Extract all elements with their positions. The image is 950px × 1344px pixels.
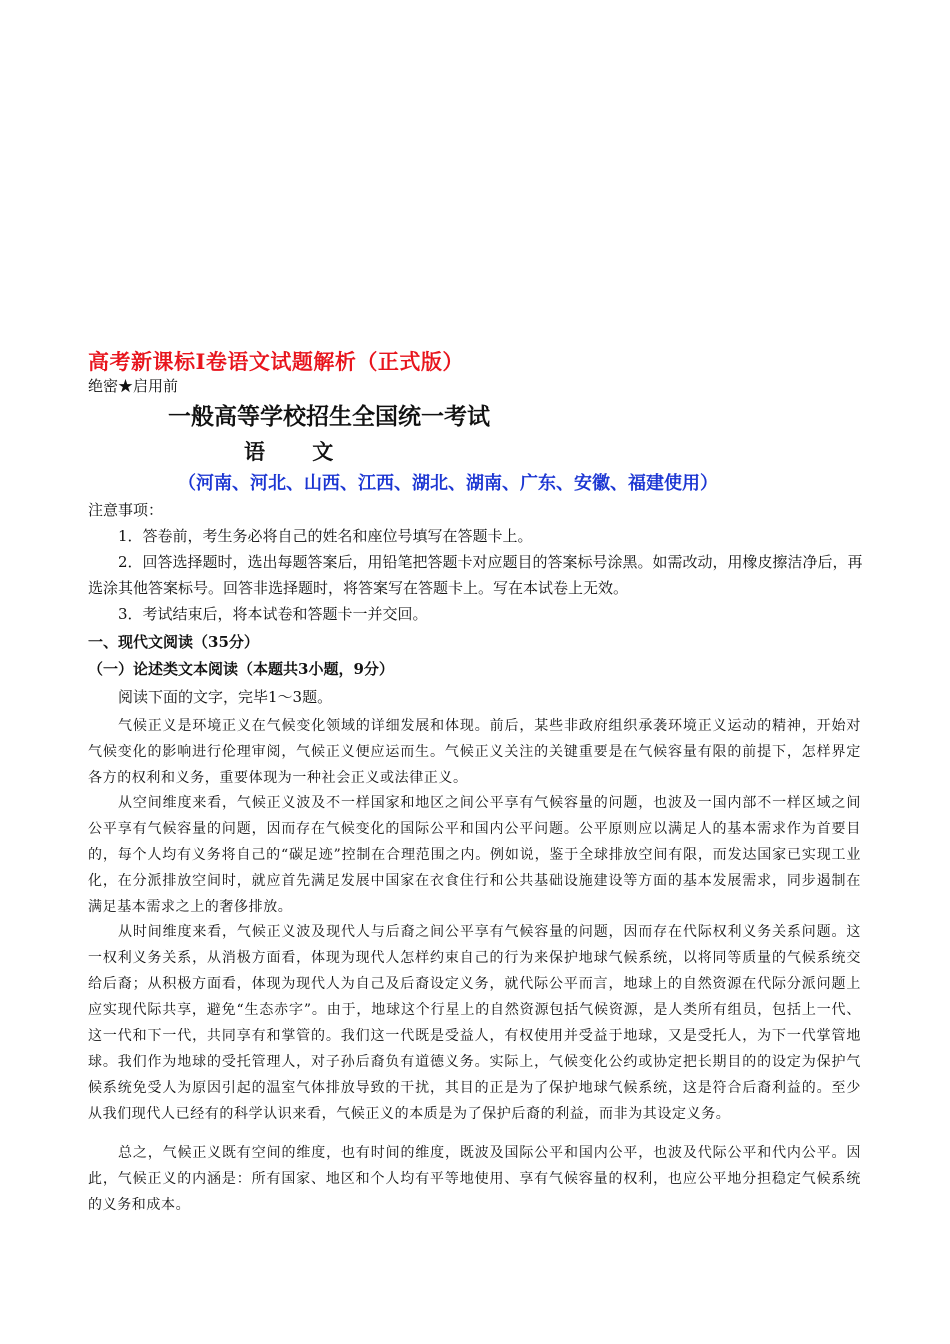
note-item: 1．答卷前，考生务必将自己的姓名和座位号填写在答题卡上。 — [118, 527, 533, 545]
secret-label: 绝密★启用前 — [88, 377, 179, 395]
provinces-note: （河南、河北、山西、江西、湖北、湖南、广东、安徽、福建使用） — [178, 473, 718, 494]
section-heading: 一、现代文阅读（35分） — [88, 633, 259, 651]
passage-paragraph: 总之，气候正义既有空间的维度，也有时间的维度，既波及国际公平和国内公平，也波及代际公平和代内公平。因此，气候正义的内涵是：所有国家、地区和个人均有平等地使用、享有气候容量的权利，也应公平地分担稳定气候系统的义务和成本。 — [88, 1145, 861, 1213]
document-title: 高考新课标I卷语文试题解析（正式版） — [88, 349, 464, 374]
notes-heading: 注意事项： — [88, 501, 164, 519]
subject-title: 语 文 — [244, 439, 354, 464]
reading-instruction: 阅读下面的文字，完毕1～3题。 — [118, 688, 333, 706]
note-item: 3．考试结束后，将本试卷和答题卡一并交回。 — [118, 605, 428, 623]
note-item: 2．回答选择题时，选出每题答案后，用铅笔把答题卡对应题目的答案标号涂黑。如需改动，用橡皮擦洁净后，再选涂其他答案标号。回答非选择题时，将答案写在答题卡上。写在本试卷上无效。 — [88, 553, 863, 597]
subsection-heading: （一）论述类文本阅读（本题共3小题，9分） — [88, 660, 394, 678]
exam-title: 一般高等学校招生全国统一考试 — [168, 403, 490, 430]
passage-paragraph: 从空间维度来看，气候正义波及不一样国家和地区之间公平享有气候容量的问题，也波及一国内部不一样区域之间公平享有气候容量的问题，因而存在气候变化的国际公平和国内公平问题。公平原则应以满足人的基本需求作为首要目的，每个人均有义务将自己的“碳足迹”控制在合理范围之内。例如说，鉴于全球排放空间有限，而发达国家已实现工业化，在分派排放空间时，就应首先满足发展中国家在衣食住行和公共基础设施建设等方面的基本发展需求，同步遏制在满足基本需求之上的奢侈排放。 — [88, 795, 861, 915]
passage-paragraph: 从时间维度来看，气候正义波及现代人与后裔之间公平享有气候容量的问题，因而存在代际权利义务关系问题。这一权利义务关系，从消极方面看，体现为现代人怎样约束自己的行为来保护地球气候系统，以将同等质量的气候系统交给后裔；从积极方面看，体现为现代人为自己及后裔设定义务，就代际公平而言，地球上的自然资源在代际分派问题上应实现代际共享，避免“生态赤字”。由于，地球这个行星上的自然资源包括气候资源，是人类所有组员，包括上一代、这一代和下一代，共同享有和掌管的。我们这一代既是受益人，有权使用并受益于地球，又是受托人，为下一代掌管地球。我们作为地球的受托管理人，对子孙后裔负有道德义务。实际上，气候变化公约或协定把长期目的的设定为保护气候系统免受人为原因引起的温室气体排放导致的干扰，其目的正是为了保护地球气候系统，这是符合后裔利益的。至少从我们现代人已经有的科学认识来看，气候正义的本质是为了保护后裔的利益，而非为其设定义务。 — [88, 924, 861, 1122]
passage-paragraph: 气候正义是环境正义在气候变化领域的详细发展和体现。前后，某些非政府组织承袭环境正义运动的精神，开始对气候变化的影响进行伦理审阅，气候正义便应运而生。气候正义关注的关键重要是在气候容量有限的前提下，怎样界定各方的权利和义务，重要体现为一种社会正义或法律正义。 — [88, 718, 861, 786]
